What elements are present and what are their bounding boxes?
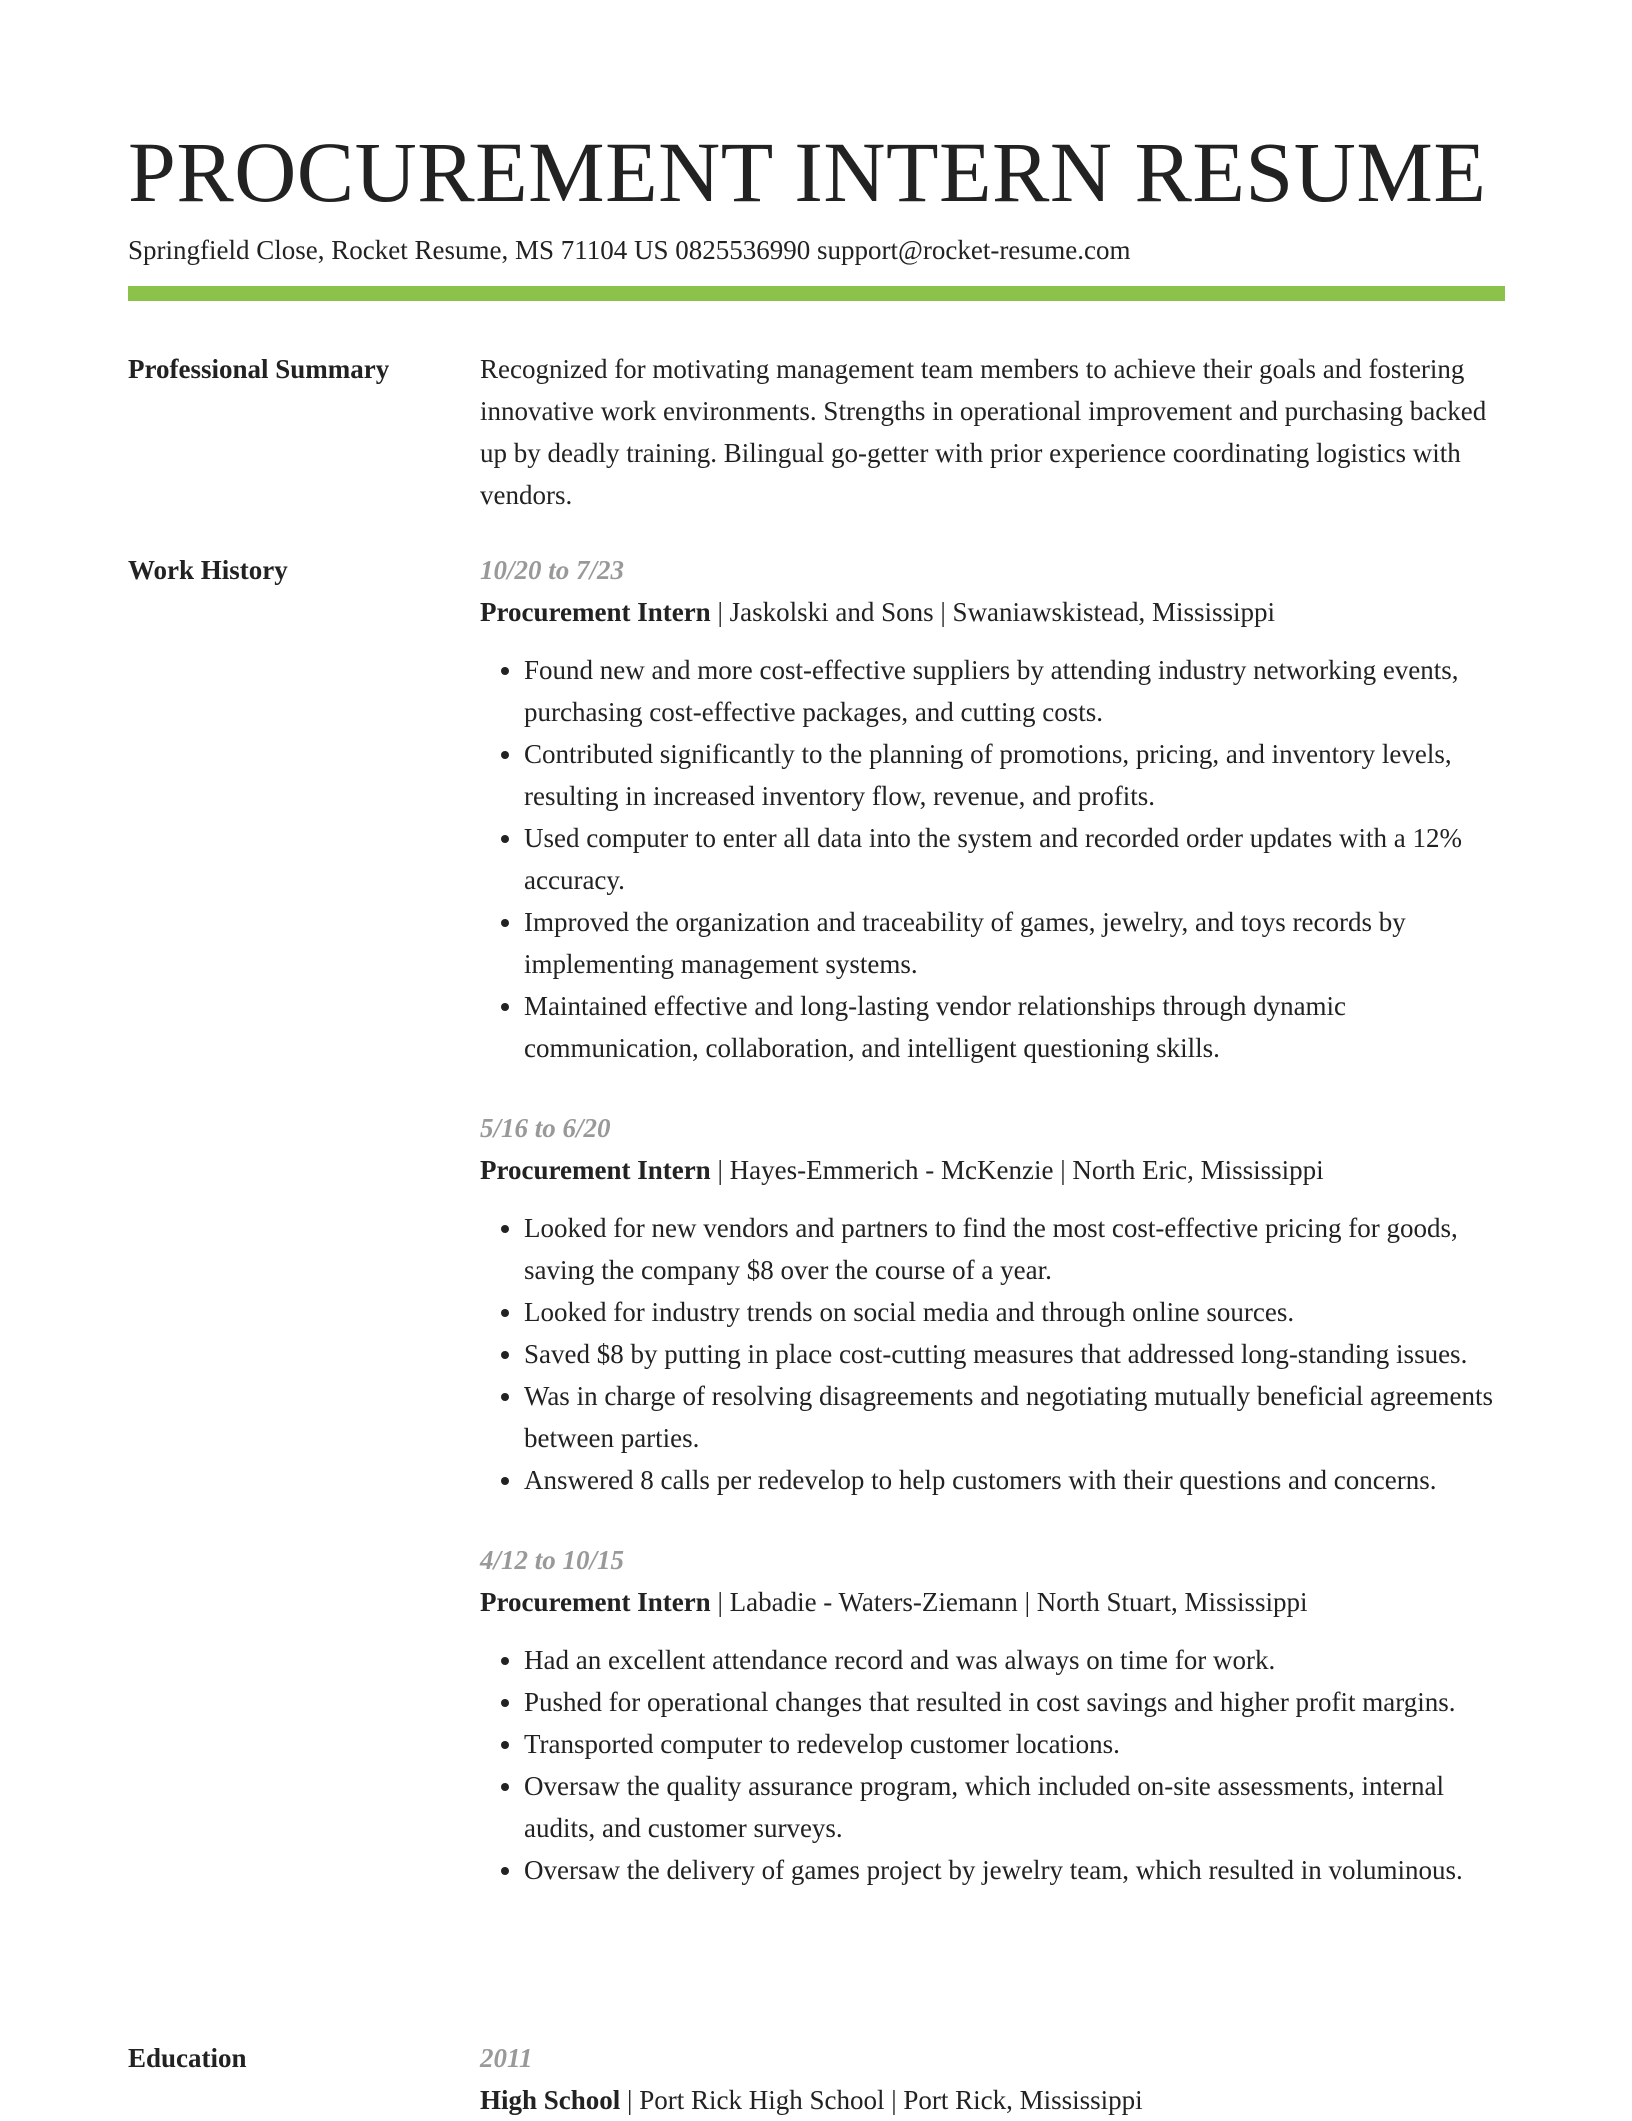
job-location: North Stuart, Mississippi bbox=[1036, 1587, 1308, 1617]
section-title-summary: Professional Summary bbox=[128, 354, 390, 384]
job-entry bbox=[480, 1107, 1505, 1501]
work-history-body bbox=[480, 549, 1505, 1891]
section-title-education: Education bbox=[128, 2043, 247, 2073]
job-bullet: • Improved the organization and traceability of games, jewelry, and toys records by implementing management systems. bbox=[524, 901, 1505, 985]
job-employer: Labadie - Waters-Ziemann bbox=[729, 1587, 1018, 1617]
job-entry bbox=[480, 1539, 1505, 1891]
job-bullet: • Transported computer to redevelop customer locations. bbox=[524, 1723, 1505, 1765]
education-school: Port Rick High School bbox=[639, 2085, 885, 2115]
education-body bbox=[480, 2037, 1505, 2121]
job-location: Swaniawskistead, Mississippi bbox=[952, 597, 1276, 627]
job-role-line: Procurement Intern | Labadie - Waters-Ziemann | North Stuart, Mississippi bbox=[480, 1587, 1308, 1617]
job-bullet: • Pushed for operational changes that resulted in cost savings and higher profit margins. bbox=[524, 1681, 1505, 1723]
job-bullet-list bbox=[480, 1639, 1505, 1891]
job-bullet: • Used computer to enter all data into the system and recorded order updates with a 12% accuracy. bbox=[524, 817, 1505, 901]
education-entry bbox=[480, 2037, 1505, 2121]
job-role-line: Procurement Intern | Hayes-Emmerich - McKenzie | North Eric, Mississippi bbox=[480, 1155, 1324, 1185]
education-year: 2011 bbox=[480, 2043, 533, 2073]
job-bullet: • Looked for new vendors and partners to find the most cost-effective pricing for goods, saving the company $8 over the course of a year. bbox=[524, 1207, 1505, 1291]
contact-address: Springfield Close, Rocket Resume, MS 71104 US bbox=[128, 235, 669, 265]
resume-title: PROCUREMENT INTERN RESUME bbox=[128, 124, 1487, 220]
job-role: Procurement Intern bbox=[480, 1155, 711, 1185]
education-degree: High School bbox=[480, 2085, 621, 2115]
job-bullet: • Found new and more cost-effective suppliers by attending industry networking events, purchasing cost-effective packages, and cutting costs. bbox=[524, 649, 1505, 733]
contact-email: support@rocket-resume.com bbox=[817, 235, 1131, 265]
education-line: High School | Port Rick High School | Port Rick, Mississippi bbox=[480, 2085, 1143, 2115]
job-bullet: • Had an excellent attendance record and was always on time for work. bbox=[524, 1639, 1505, 1681]
job-location: North Eric, Mississippi bbox=[1072, 1155, 1324, 1185]
job-bullet: • Looked for industry trends on social media and through online sources. bbox=[524, 1291, 1505, 1333]
contact-line bbox=[128, 232, 1131, 268]
job-role: Procurement Intern bbox=[480, 597, 711, 627]
job-role-line: Procurement Intern | Jaskolski and Sons | Swaniawskistead, Mississippi bbox=[480, 597, 1276, 627]
job-bullet: • Oversaw the quality assurance program, which included on-site assessments, internal audits, and customer surveys. bbox=[524, 1765, 1505, 1849]
job-dates: 4/12 to 10/15 bbox=[480, 1545, 625, 1575]
contact-phone: 0825536990 bbox=[675, 235, 811, 265]
job-dates: 10/20 to 7/23 bbox=[480, 555, 625, 585]
accent-divider bbox=[128, 286, 1505, 301]
job-bullet: • Answered 8 calls per redevelop to help customers with their questions and concerns. bbox=[524, 1459, 1505, 1501]
summary-text: Recognized for motivating management team members to achieve their goals and fostering innovative work environments. Strengths in operational improvement and purchasing backed up by deadly training. Bilingual go-getter with prior experience coordinating logistics with vendors. bbox=[480, 354, 1487, 510]
job-bullet: • Saved $8 by putting in place cost-cutting measures that addressed long-standing issues. bbox=[524, 1333, 1505, 1375]
job-bullet: • Was in charge of resolving disagreements and negotiating mutually beneficial agreements between parties. bbox=[524, 1375, 1505, 1459]
job-entry bbox=[480, 549, 1505, 1069]
section-title-work-history: Work History bbox=[128, 555, 288, 585]
education-location: Port Rick, Mississippi bbox=[903, 2085, 1143, 2115]
job-employer: Jaskolski and Sons bbox=[729, 597, 934, 627]
job-bullet: • Oversaw the delivery of games project by jewelry team, which resulted in voluminous. bbox=[524, 1849, 1505, 1891]
job-dates: 5/16 to 6/20 bbox=[480, 1113, 611, 1143]
job-employer: Hayes-Emmerich - McKenzie bbox=[729, 1155, 1054, 1185]
job-bullet-list bbox=[480, 1207, 1505, 1501]
job-bullet: • Contributed significantly to the planning of promotions, pricing, and inventory levels, resulting in increased inventory flow, revenue, and profits. bbox=[524, 733, 1505, 817]
job-role: Procurement Intern bbox=[480, 1587, 711, 1617]
job-bullet-list bbox=[480, 649, 1505, 1069]
summary-body bbox=[480, 348, 1505, 516]
job-bullet: • Maintained effective and long-lasting vendor relationships through dynamic communication, collaboration, and intelligent questioning skills. bbox=[524, 985, 1505, 1069]
